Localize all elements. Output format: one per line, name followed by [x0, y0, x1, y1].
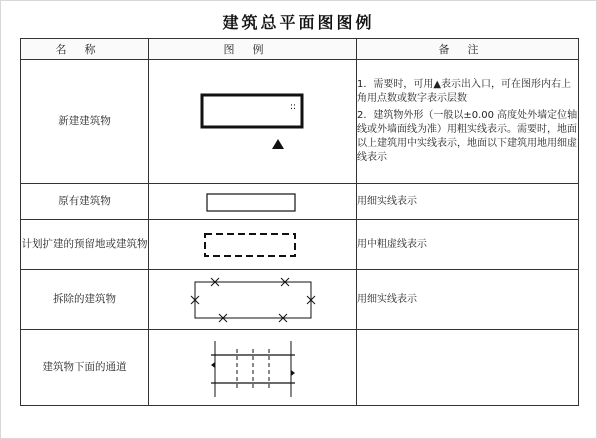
table-row — [21, 184, 579, 220]
row-legend — [149, 270, 357, 330]
page-title: 建筑总平面图图例 — [222, 13, 375, 32]
floor-count-mark: :: — [289, 101, 296, 112]
underpass-symbol — [193, 335, 313, 401]
note-line: 2．建筑物外形（一般以±0.00 高度处外墙定位轴线或外墙面线为准）用粗实线表示。需要时，地面以上建筑用中实线表示，地面以下建筑用地用细虚线表示 — [357, 110, 578, 163]
row-note — [357, 60, 579, 184]
row-note — [357, 184, 579, 220]
note-line: 用中粗虚线表示 — [357, 238, 427, 250]
header-note: 备注 — [357, 39, 579, 60]
row-note — [357, 220, 579, 270]
legend-table — [20, 38, 579, 406]
row-name: 新建建筑物 — [21, 60, 149, 184]
row-legend — [149, 330, 357, 406]
table-row — [21, 60, 579, 184]
note-line: 用细实线表示 — [357, 293, 417, 305]
row-legend — [149, 60, 357, 184]
header-name: 名称 — [21, 39, 149, 60]
row-legend — [149, 184, 357, 220]
table-row — [21, 330, 579, 406]
row-name: 原有建筑物 — [21, 184, 149, 220]
note-line: 用细实线表示 — [357, 195, 417, 207]
row-note — [357, 270, 579, 330]
row-legend — [149, 220, 357, 270]
table-row — [21, 220, 579, 270]
row-name: 计划扩建的预留地或建筑物 — [21, 220, 149, 270]
header-row — [21, 39, 579, 60]
table-row — [21, 270, 579, 330]
header-legend: 图例 — [149, 39, 357, 60]
new-building-symbol — [188, 87, 318, 157]
demolished-building-symbol — [183, 274, 323, 326]
entrance-triangle-icon — [272, 139, 284, 149]
row-name: 拆除的建筑物 — [21, 270, 149, 330]
cross-marks — [191, 278, 315, 322]
existing-building-symbol — [193, 189, 313, 215]
note-line: 1．需要时，可用▲表示出入口，可在图形内右上角用点数或数字表示层数 — [357, 79, 572, 104]
row-note — [357, 330, 579, 406]
row-name: 建筑物下面的通道 — [21, 330, 149, 406]
planned-expansion-symbol — [193, 228, 313, 262]
